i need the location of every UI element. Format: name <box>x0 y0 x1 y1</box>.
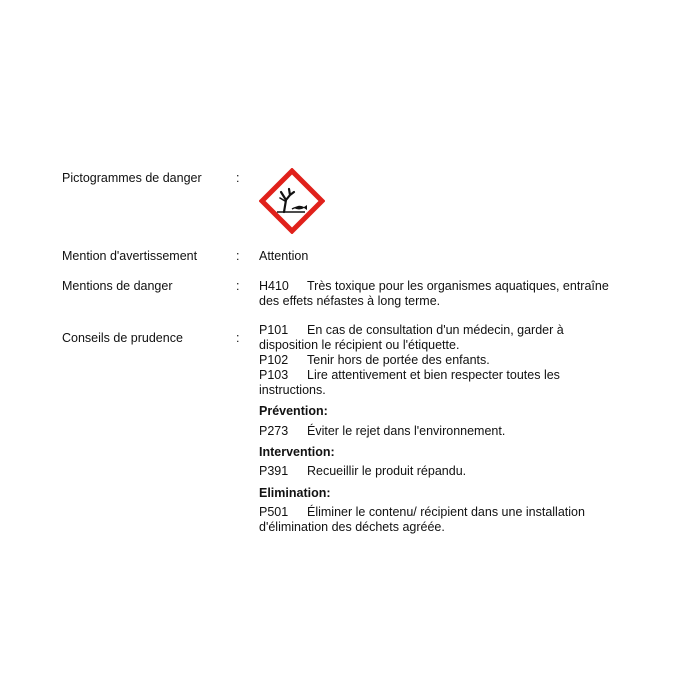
p501-line1: Éliminer le contenu/ récipient dans une installation <box>307 505 585 519</box>
precaution-p391 <box>259 464 639 479</box>
p103-line1: Lire attentivement et bien respecter toutes les <box>307 368 560 382</box>
precautionary-statements-colon: : <box>236 331 240 345</box>
pictograms-label: Pictogrammes de danger <box>62 171 202 185</box>
p102-text: Tenir hors de portée des enfants. <box>307 353 490 367</box>
precaution-p501 <box>259 505 639 535</box>
environment-hazard-icon <box>259 168 325 234</box>
p501-code: P501 <box>259 505 289 519</box>
hazard-text-line1: Très toxique pour les organismes aquatiques, entraîne <box>307 279 609 293</box>
precaution-p102 <box>259 353 639 368</box>
precaution-p103 <box>259 368 639 398</box>
pictograms-colon: : <box>236 171 240 185</box>
p103-code: P103 <box>259 368 289 382</box>
p391-code: P391 <box>259 464 289 478</box>
hazard-code: H410 <box>259 279 289 293</box>
intervention-heading: Intervention: <box>259 445 335 459</box>
p103-line2: instructions. <box>259 383 326 397</box>
precaution-p101 <box>259 323 639 353</box>
p273-text: Éviter le rejet dans l'environnement. <box>307 424 506 438</box>
p101-line1: En cas de consultation d'un médecin, garder à <box>307 323 564 337</box>
p501-line2: d'élimination des déchets agréée. <box>259 520 445 534</box>
hazard-statements-colon: : <box>236 279 240 293</box>
hazard-text-line2: des effets néfastes à long terme. <box>259 294 441 308</box>
elimination-heading: Elimination: <box>259 486 331 500</box>
hazard-statement-h410 <box>259 279 639 309</box>
hazard-statements-label: Mentions de danger <box>62 279 173 293</box>
p102-code: P102 <box>259 353 289 367</box>
p101-code: P101 <box>259 323 289 337</box>
signal-word-value: Attention <box>259 249 309 263</box>
precaution-p273 <box>259 424 639 439</box>
p101-line2: disposition le récipient ou l'étiquette. <box>259 338 460 352</box>
precautionary-statements-label: Conseils de prudence <box>62 331 183 345</box>
p391-text: Recueillir le produit répandu. <box>307 464 467 478</box>
signal-word-label: Mention d'avertissement <box>62 249 198 263</box>
signal-word-colon: : <box>236 249 240 263</box>
prevention-heading: Prévention: <box>259 404 328 418</box>
p273-code: P273 <box>259 424 289 438</box>
